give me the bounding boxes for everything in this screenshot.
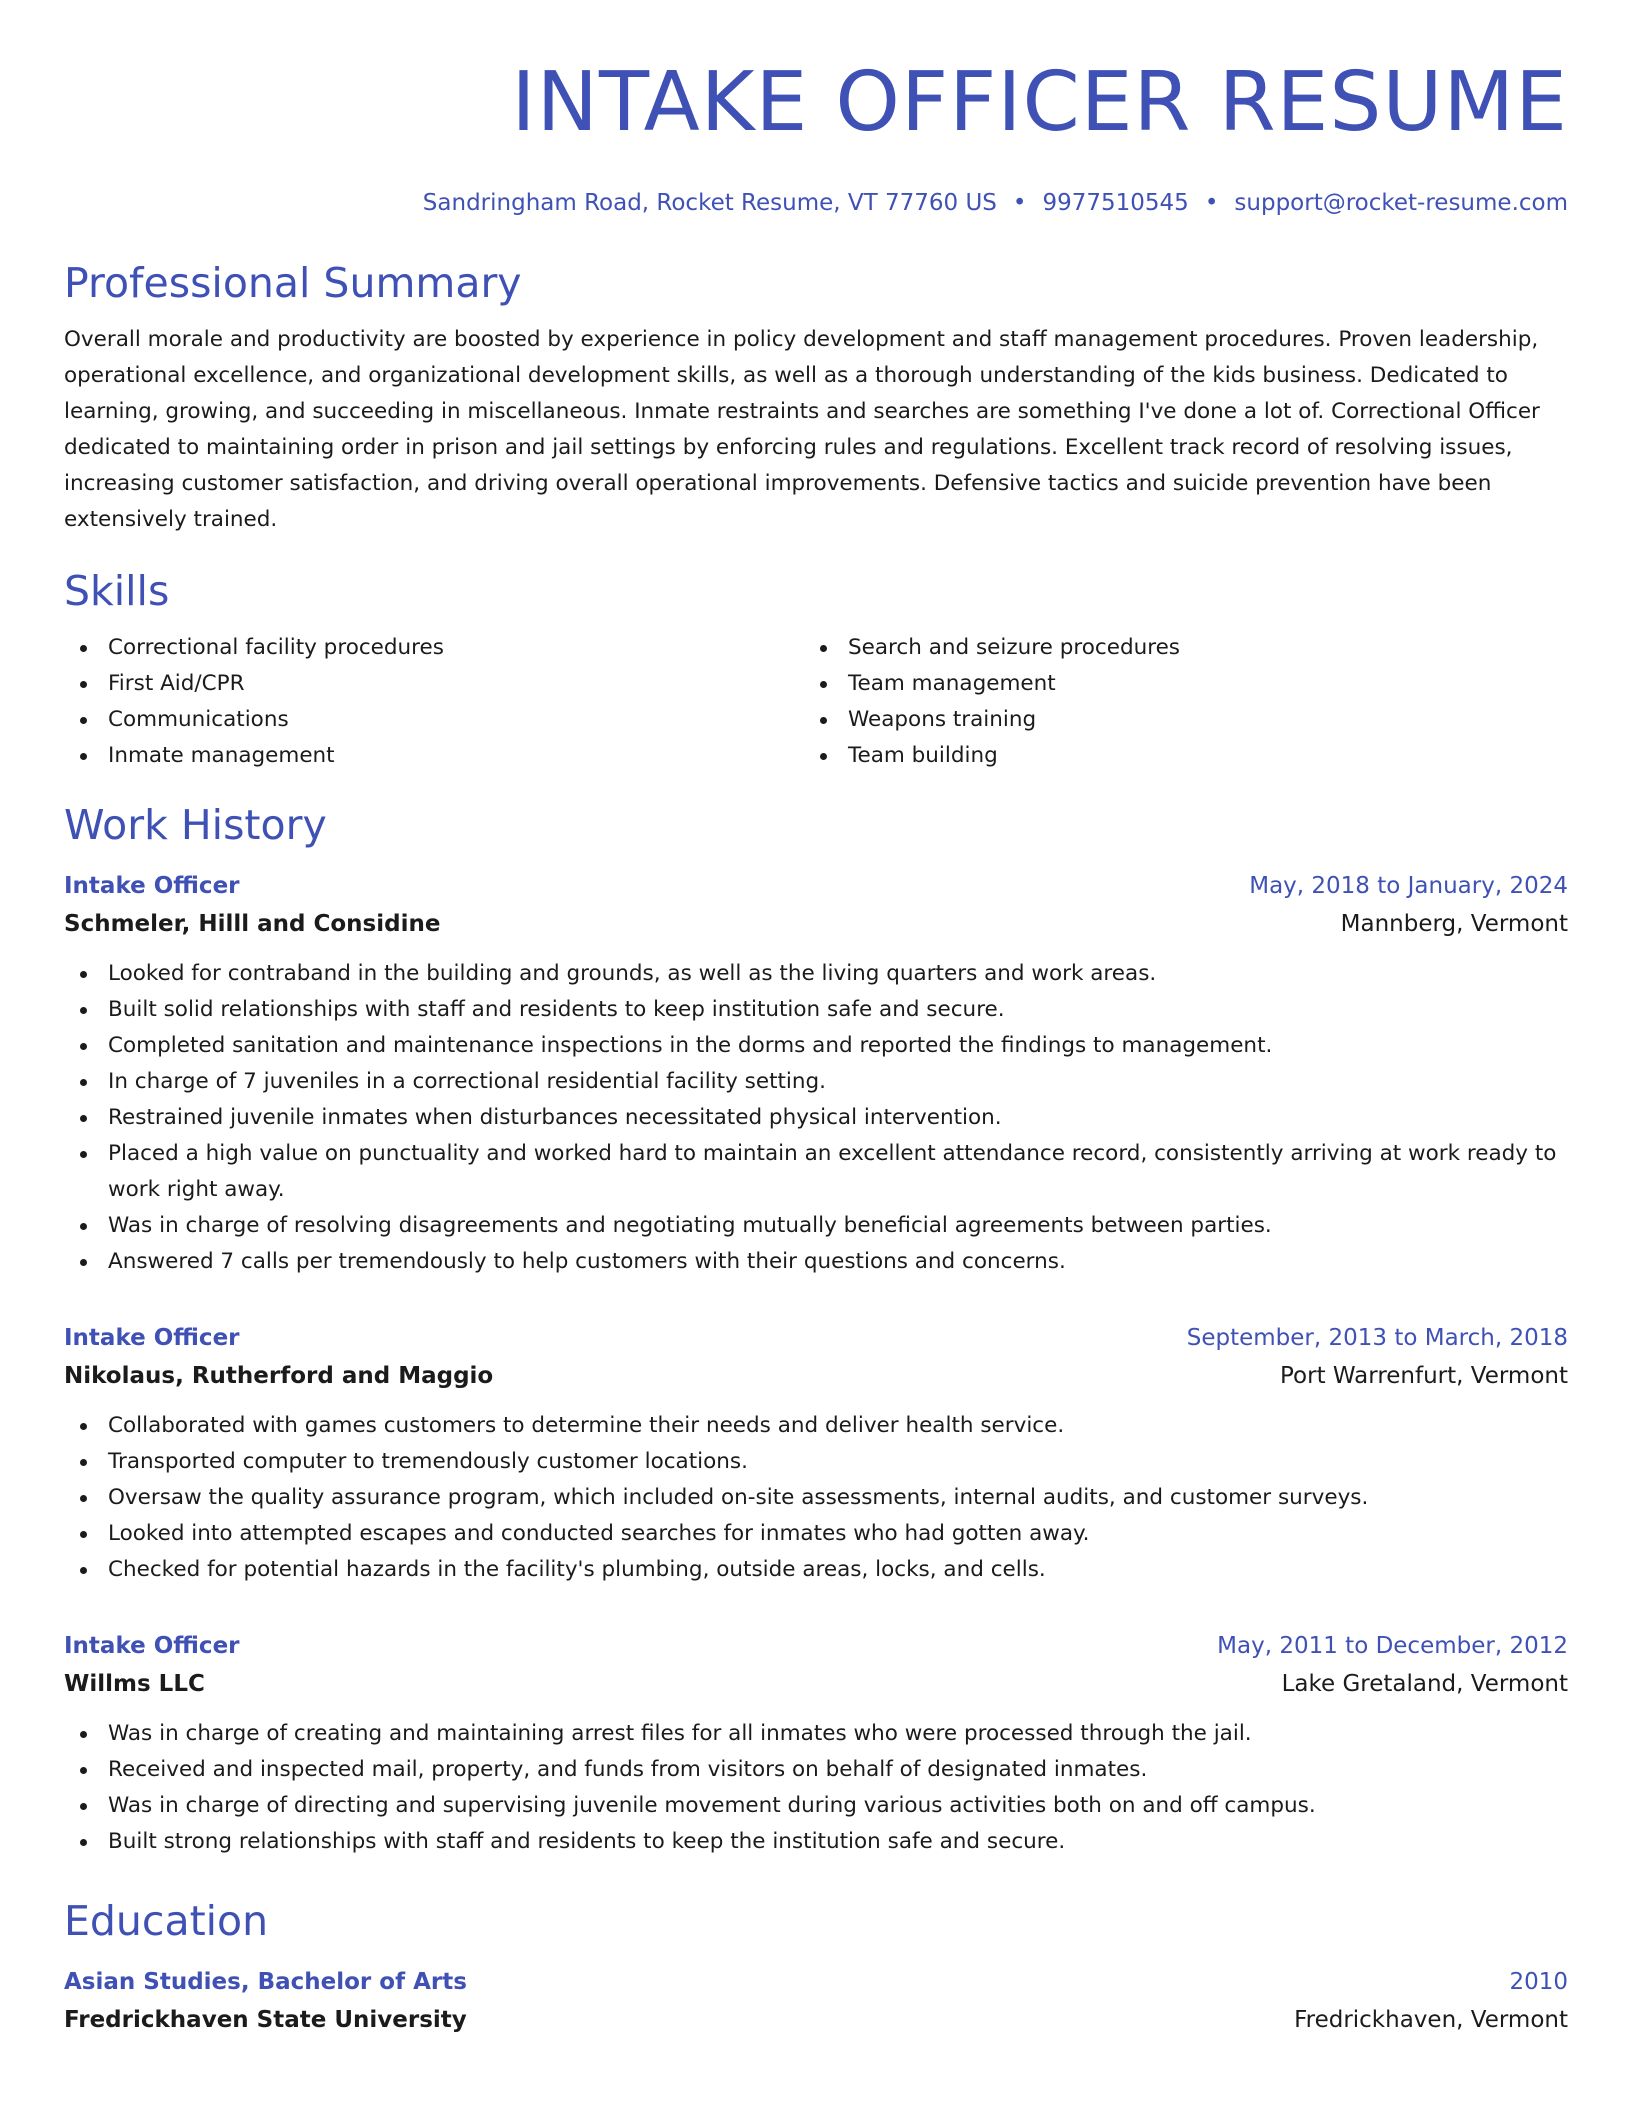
contact-phone: 9977510545: [1042, 190, 1189, 216]
education-location: Fredrickhaven, Vermont: [1294, 2007, 1568, 2033]
job-duty: Was in charge of creating and maintaining arrest files for all inmates who were processed through the jail.: [64, 1716, 1568, 1752]
skills-list: [64, 630, 1568, 774]
job-duty: Answered 7 calls per tremendously to help customers with their questions and concerns.: [64, 1244, 1568, 1280]
job-location: Port Warrenfurt, Vermont: [1280, 1363, 1568, 1389]
skill-item: Correctional facility procedures: [64, 630, 804, 666]
contact-address: Sandringham Road, Rocket Resume, VT 77760 US: [422, 190, 997, 216]
contact-line: [64, 188, 1568, 218]
job-header-row: [64, 1320, 1568, 1356]
job-duty: Placed a high value on punctuality and worked hard to maintain an excellent attendance record, consistently arriving at work ready to work right away.: [64, 1136, 1568, 1208]
job-location: Lake Gretaland, Vermont: [1281, 1671, 1568, 1697]
job-dates: May, 2011 to December, 2012: [1217, 1633, 1568, 1659]
education-year: 2010: [1509, 1969, 1568, 1995]
job-location: Mannberg, Vermont: [1340, 911, 1568, 937]
education-school: Fredrickhaven State University: [64, 2007, 467, 2033]
skills-heading: Skills: [64, 567, 170, 615]
job-duties: [64, 1408, 1568, 1588]
job-company: Willms LLC: [64, 1671, 205, 1697]
resume-header: [64, 55, 1568, 218]
job-duty: Built solid relationships with staff and residents to keep institution safe and secure.: [64, 992, 1568, 1028]
job-company-row: [64, 1356, 1568, 1396]
education-school-row: [64, 2000, 1568, 2040]
job-entry: [64, 1320, 1568, 1588]
education-entry: [64, 1964, 1568, 2040]
skill-item: Communications: [64, 702, 804, 738]
education-heading: Education: [64, 1897, 269, 1945]
job-duty: Was in charge of directing and supervising juvenile movement during various activities both on and off campus.: [64, 1788, 1568, 1824]
job-duties: [64, 956, 1568, 1280]
skill-item: Team management: [804, 666, 1544, 702]
job-duty: Transported computer to tremendously customer locations.: [64, 1444, 1568, 1480]
job-duty: Looked into attempted escapes and conducted searches for inmates who had gotten away.: [64, 1516, 1568, 1552]
job-duties: [64, 1716, 1568, 1860]
job-company-row: [64, 904, 1568, 944]
job-duty: Was in charge of resolving disagreements and negotiating mutually beneficial agreements between parties.: [64, 1208, 1568, 1244]
job-duty: Built strong relationships with staff and residents to keep the institution safe and secure.: [64, 1824, 1568, 1860]
job-duty: Collaborated with games customers to determine their needs and deliver health service.: [64, 1408, 1568, 1444]
job-header-row: [64, 1628, 1568, 1664]
job-dates: September, 2013 to March, 2018: [1186, 1325, 1568, 1351]
job-duty: Completed sanitation and maintenance inspections in the dorms and reported the findings to management.: [64, 1028, 1568, 1064]
job-header-row: [64, 868, 1568, 904]
job-company: Schmeler, Hilll and Considine: [64, 911, 441, 937]
job-duty: Restrained juvenile inmates when disturbances necessitated physical intervention.: [64, 1100, 1568, 1136]
job-role: Intake Officer: [64, 1633, 240, 1659]
work-history-heading: Work History: [64, 801, 327, 849]
contact-email: support@rocket-resume.com: [1234, 190, 1568, 216]
skill-item: Search and seizure procedures: [804, 630, 1544, 666]
contact-separator: •: [1204, 190, 1219, 216]
job-entry: [64, 868, 1568, 1280]
job-role: Intake Officer: [64, 873, 240, 899]
summary-heading: Professional Summary: [64, 259, 522, 307]
skill-item: First Aid/CPR: [64, 666, 804, 702]
job-duty: Looked for contraband in the building and grounds, as well as the living quarters and work areas.: [64, 956, 1568, 992]
job-duty: Oversaw the quality assurance program, which included on-site assessments, internal audits, and customer surveys.: [64, 1480, 1568, 1516]
job-dates: May, 2018 to January, 2024: [1249, 873, 1568, 899]
contact-separator: •: [1012, 190, 1027, 216]
summary-text: Overall morale and productivity are boosted by experience in policy development and staff management procedures. Proven leadership, operational excellence, and organizational development skills, as well as a thorough understanding of the kids business. Dedicated to learning, growing, and succeeding in miscellaneous. Inmate restraints and searches are something I've done a lot of. Correctional Officer dedicated to maintaining order in prison and jail settings by enforcing rules and regulations. Excellent track record of resolving issues, increasing customer satisfaction, and driving overall operational improvements. Defensive tactics and suicide prevention have been extensively trained.: [64, 327, 1540, 532]
skill-item: Inmate management: [64, 738, 804, 774]
education-header-row: [64, 1964, 1568, 2000]
job-duty: Checked for potential hazards in the facility's plumbing, outside areas, locks, and cells.: [64, 1552, 1568, 1588]
job-company: Nikolaus, Rutherford and Maggio: [64, 1363, 494, 1389]
resume-title: INTAKE OFFICER RESUME: [511, 55, 1568, 150]
skill-item: Weapons training: [804, 702, 1544, 738]
education-degree: Asian Studies, Bachelor of Arts: [64, 1969, 467, 1995]
job-role: Intake Officer: [64, 1325, 240, 1351]
job-company-row: [64, 1664, 1568, 1704]
job-entry: [64, 1628, 1568, 1860]
job-duty: Received and inspected mail, property, and funds from visitors on behalf of designated inmates.: [64, 1752, 1568, 1788]
job-duty: In charge of 7 juveniles in a correctional residential facility setting.: [64, 1064, 1568, 1100]
skills-column-left: [64, 630, 804, 774]
skills-column-right: [804, 630, 1544, 774]
skill-item: Team building: [804, 738, 1544, 774]
